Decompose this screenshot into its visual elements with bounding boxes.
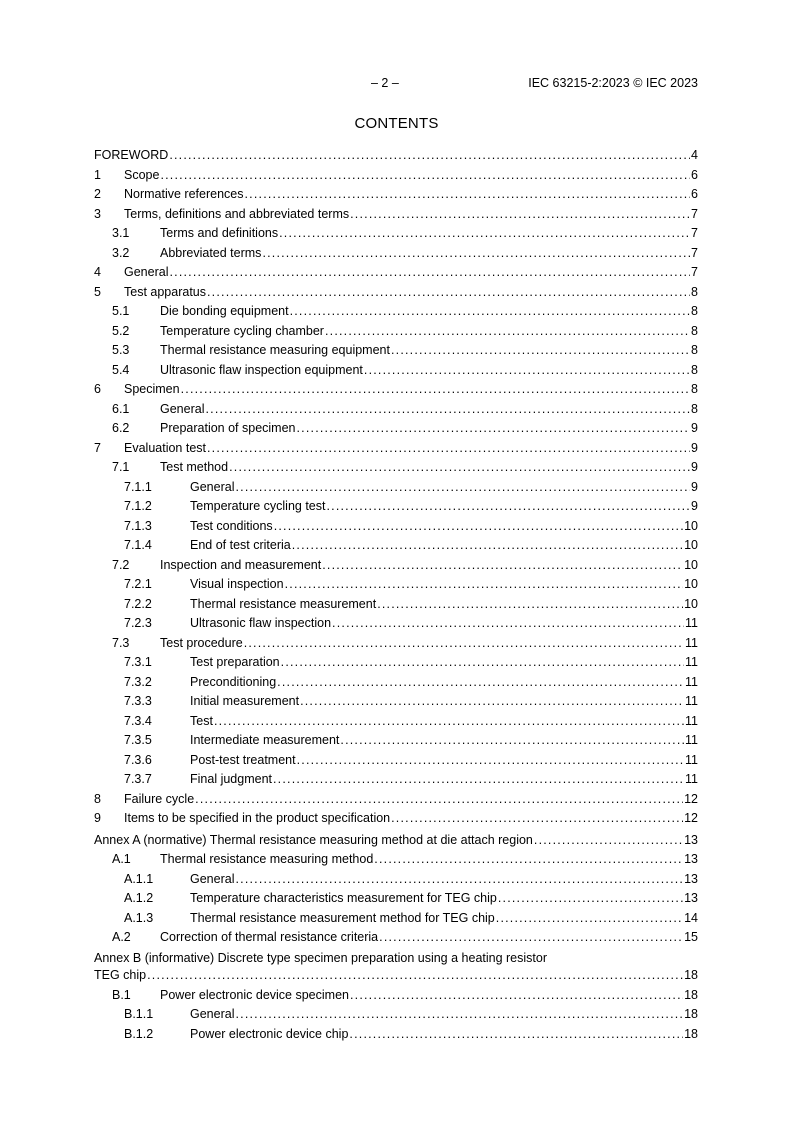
- toc-entry[interactable]: [94, 653, 698, 673]
- toc-entry-number: 5.3: [112, 343, 130, 357]
- toc-entry-number: 7.1.3: [124, 518, 152, 533]
- dot-leader: [326, 497, 690, 517]
- toc-entry-title: Items to be specified in the product specification: [124, 811, 391, 825]
- toc-entry-number: 1: [94, 167, 101, 182]
- toc-entry-title: General: [190, 871, 235, 886]
- toc-entry[interactable]: [94, 634, 698, 654]
- toc-entry-page: 6: [691, 187, 698, 201]
- dot-leader: [235, 478, 690, 498]
- toc-entry-title: Power electronic device specimen: [160, 987, 349, 1002]
- toc-entry-title: Temperature cycling test: [190, 499, 326, 513]
- toc-entry-title: Scope: [124, 167, 160, 182]
- toc-entry[interactable]: [94, 614, 698, 634]
- toc-entry[interactable]: [94, 439, 698, 459]
- toc-entry-page: 11: [685, 713, 698, 728]
- dot-leader: [169, 146, 690, 166]
- toc-entry[interactable]: [94, 244, 698, 264]
- toc-entry[interactable]: [94, 831, 698, 851]
- toc-entry-number: A.1.3: [124, 910, 154, 925]
- toc-entry-title: Final judgment: [190, 772, 272, 786]
- toc-entry[interactable]: [94, 1025, 698, 1045]
- toc-entry-title: Terms and definitions: [160, 226, 279, 240]
- dot-leader: [181, 380, 690, 400]
- toc-entry-page: 9: [691, 460, 698, 474]
- dot-leader: [325, 322, 690, 342]
- toc-entry-page: 8: [691, 362, 698, 377]
- toc-entry-page: 7: [691, 226, 698, 240]
- toc-entry[interactable]: [94, 770, 698, 790]
- dot-leader: [379, 928, 683, 948]
- toc-entry-title: FOREWORD: [94, 148, 169, 162]
- toc-entry-title: Preparation of specimen: [160, 421, 296, 435]
- toc-entry-number: 5.4: [112, 362, 130, 377]
- toc-entry-page: 9: [691, 499, 698, 513]
- dot-leader: [391, 809, 683, 829]
- dot-leader: [214, 712, 684, 732]
- toc-entry-number: 7.3.7: [124, 772, 152, 786]
- toc-entry-number: 7.3.4: [124, 713, 152, 728]
- toc-entry-page: 13: [684, 852, 698, 866]
- dot-leader: [290, 302, 690, 322]
- toc-entry-title: Test apparatus: [124, 284, 206, 299]
- toc-entry-page: 8: [691, 382, 698, 396]
- toc-entry-title: Evaluation test: [124, 440, 206, 455]
- dot-leader: [273, 770, 684, 790]
- toc-entry-page: 8: [691, 343, 698, 357]
- toc-entry-number: 3.1: [112, 226, 130, 240]
- dot-leader: [349, 1025, 683, 1045]
- toc-entry-title: Ultrasonic flaw inspection: [190, 616, 332, 630]
- toc-entry-title: Failure cycle: [124, 791, 195, 806]
- dot-leader: [169, 263, 690, 283]
- toc-entry[interactable]: [94, 185, 698, 205]
- toc-entry-title: Abbreviated terms: [160, 245, 262, 260]
- dot-leader: [292, 536, 683, 556]
- toc-entry-page: 11: [685, 694, 698, 708]
- toc-entry-page: 10: [684, 538, 698, 552]
- toc-entry-page: 9: [691, 421, 698, 435]
- toc-entry-number: 7.2.3: [124, 616, 152, 630]
- dot-leader: [205, 400, 690, 420]
- toc-entry[interactable]: [94, 790, 698, 810]
- toc-entry-number: 5.1: [112, 304, 130, 318]
- toc-entry[interactable]: [94, 870, 698, 890]
- toc-entry-page: 8: [691, 401, 698, 416]
- toc-entry-page: 11: [685, 674, 698, 689]
- toc-entry[interactable]: [94, 205, 698, 225]
- dot-leader: [147, 967, 683, 984]
- toc-entry-number: A.1.2: [124, 891, 154, 905]
- toc-entry-number: 4: [94, 265, 101, 279]
- dot-leader: [207, 439, 690, 459]
- toc-entry-title: Temperature characteristics measurement for TEG chip: [190, 891, 497, 905]
- toc-entry-title: Correction of thermal resistance criteria: [160, 930, 379, 944]
- toc-entry[interactable]: [94, 224, 698, 244]
- toc-entry-title: Temperature cycling chamber: [160, 323, 324, 338]
- toc-entry-number: 7.2: [112, 557, 130, 572]
- dot-leader: [350, 986, 683, 1006]
- toc-entry-page: 15: [684, 930, 698, 944]
- toc-entry-page: 13: [684, 871, 698, 886]
- toc-entry-title: Post-test treatment: [190, 752, 296, 767]
- dot-leader: [279, 224, 690, 244]
- toc-entry[interactable]: [94, 400, 698, 420]
- dot-leader: [160, 166, 690, 186]
- toc-entry-page: 11: [685, 733, 698, 747]
- toc-entry-title: Thermal resistance measurement: [190, 596, 377, 611]
- toc-entry-page: 10: [684, 596, 698, 611]
- toc-entry-number: A.1: [112, 852, 131, 866]
- toc-entry-page: 11: [685, 752, 698, 767]
- toc-entry-number: 7.1: [112, 460, 130, 474]
- toc-entry-title: Thermal resistance measuring equipment: [160, 343, 390, 357]
- toc-entry-number: 7.3.5: [124, 733, 152, 747]
- toc-entry-title: Power electronic device chip: [190, 1026, 349, 1041]
- toc-entry[interactable]: [94, 928, 698, 948]
- toc-entry[interactable]: [94, 341, 698, 361]
- toc-entry-number: 7.1.2: [124, 499, 152, 513]
- toc-entry-number: 7.2.1: [124, 577, 152, 591]
- toc-entry[interactable]: [94, 458, 698, 478]
- toc-entry[interactable]: [94, 517, 698, 537]
- toc-entry-title: Annex B (informative) Discrete type specimen preparation using a heating resistor: [94, 950, 547, 965]
- table-of-contents: [94, 146, 698, 1044]
- toc-entry-title: Test: [190, 713, 213, 728]
- toc-entry[interactable]: [94, 712, 698, 732]
- toc-entry-number: 5.2: [112, 323, 130, 338]
- dot-leader: [364, 361, 690, 381]
- toc-entry-title: Preconditioning: [190, 674, 277, 689]
- toc-entry-page: 11: [685, 655, 698, 669]
- toc-entry-title: General: [190, 1007, 235, 1021]
- toc-entry-number: B.1.2: [124, 1026, 154, 1041]
- toc-entry-title: Test conditions: [190, 518, 273, 533]
- dot-leader: [300, 692, 684, 712]
- page-title: CONTENTS: [354, 115, 439, 132]
- toc-entry-number: 7.3: [112, 635, 130, 650]
- toc-entry-page: 18: [684, 967, 698, 982]
- toc-entry[interactable]: [94, 556, 698, 576]
- toc-entry-page: 12: [684, 811, 698, 825]
- toc-entry-page: 11: [685, 772, 698, 786]
- toc-entry-title: General: [190, 479, 235, 494]
- toc-entry-number: A.2: [112, 930, 131, 944]
- toc-entry-page: 10: [684, 557, 698, 572]
- toc-entry-number: 7: [94, 440, 101, 455]
- dot-leader: [391, 341, 690, 361]
- toc-entry-page: 11: [685, 616, 698, 630]
- toc-entry-page: 18: [684, 1026, 698, 1041]
- toc-entry-number: 7.3.6: [124, 752, 152, 767]
- toc-entry-number: 6.2: [112, 421, 130, 435]
- page-number: – 2 –: [371, 76, 399, 90]
- toc-entry-page: 10: [684, 577, 698, 591]
- toc-entry-title: Annex A (normative) Thermal resistance measuring method at die attach region: [94, 832, 533, 847]
- dot-leader: [496, 909, 683, 929]
- toc-entry-title: Visual inspection: [190, 577, 284, 591]
- toc-entry[interactable]: [94, 478, 698, 498]
- toc-entry-number: 2: [94, 187, 101, 201]
- toc-entry-page: 13: [684, 891, 698, 905]
- dot-leader: [245, 185, 691, 205]
- toc-entry-title: Specimen: [124, 382, 180, 396]
- toc-entry-title: Intermediate measurement: [190, 733, 340, 747]
- toc-entry-page: 18: [684, 987, 698, 1002]
- toc-entry-number: 6.1: [112, 401, 130, 416]
- toc-entry-number: 7.3.1: [124, 655, 152, 669]
- dot-leader: [340, 731, 684, 751]
- page-header: [0, 76, 793, 92]
- toc-entry-number: B.1.1: [124, 1007, 154, 1021]
- toc-entry[interactable]: [94, 909, 698, 929]
- toc-entry-title: Thermal resistance measuring method: [160, 852, 374, 866]
- toc-entry[interactable]: [94, 575, 698, 595]
- dot-leader: [322, 556, 683, 576]
- toc-entry-page: 14: [684, 910, 698, 925]
- toc-entry[interactable]: [94, 1005, 698, 1025]
- dot-leader: [297, 419, 691, 439]
- dot-leader: [377, 595, 683, 615]
- toc-entry[interactable]: [94, 850, 698, 870]
- toc-entry-title-continued: TEG chip: [94, 967, 147, 982]
- toc-entry-title: Test procedure: [160, 635, 243, 650]
- toc-entry[interactable]: [94, 809, 698, 829]
- toc-entry[interactable]: [94, 497, 698, 517]
- document-reference: IEC 63215-2:2023 © IEC 2023: [528, 76, 698, 90]
- toc-entry-title: Test preparation: [190, 655, 280, 669]
- toc-entry-title: General: [124, 265, 169, 279]
- toc-entry[interactable]: [94, 166, 698, 186]
- dot-leader: [534, 831, 683, 851]
- toc-entry-title: Test method: [160, 460, 229, 474]
- toc-entry-page: 13: [684, 832, 698, 847]
- toc-entry-number: 9: [94, 811, 101, 825]
- toc-entry-number: 6: [94, 382, 101, 396]
- dot-leader: [235, 1005, 683, 1025]
- toc-entry[interactable]: [94, 302, 698, 322]
- toc-entry-title: End of test criteria: [190, 538, 291, 552]
- toc-entry-page: 7: [691, 265, 698, 279]
- toc-entry[interactable]: [94, 263, 698, 283]
- dot-leader: [229, 458, 690, 478]
- dot-leader: [281, 653, 684, 673]
- toc-entry-number: 3.2: [112, 245, 130, 260]
- toc-entry-number: 7.3.3: [124, 694, 152, 708]
- dot-leader: [498, 889, 683, 909]
- toc-entry-page: 8: [691, 304, 698, 318]
- dot-leader: [207, 283, 690, 303]
- toc-entry-number: 8: [94, 791, 101, 806]
- dot-leader: [297, 751, 684, 771]
- toc-entry[interactable]: [94, 751, 698, 771]
- toc-entry-title: Ultrasonic flaw inspection equipment: [160, 362, 363, 377]
- toc-entry-page: 10: [684, 518, 698, 533]
- toc-entry-number: A.1.1: [124, 871, 154, 886]
- toc-entry-page: 7: [691, 245, 698, 260]
- toc-entry-number: 7.2.2: [124, 596, 152, 611]
- toc-entry-page: 8: [691, 323, 698, 338]
- toc-entry[interactable]: [94, 692, 698, 712]
- toc-entry-number: 3: [94, 206, 101, 221]
- dot-leader: [277, 673, 684, 693]
- dot-leader: [374, 850, 683, 870]
- toc-entry-number: 7.1.1: [124, 479, 152, 494]
- toc-entry[interactable]: [94, 889, 698, 909]
- toc-entry-title: Normative references: [124, 187, 244, 201]
- toc-entry-page: 6: [691, 167, 698, 182]
- toc-entry-page: 9: [691, 440, 698, 455]
- toc-entry-number: 5: [94, 284, 101, 299]
- dot-leader: [262, 244, 690, 264]
- toc-entry[interactable]: [94, 731, 698, 751]
- toc-entry-page: 7: [691, 206, 698, 221]
- dot-leader: [285, 575, 684, 595]
- toc-entry-title: Initial measurement: [190, 694, 300, 708]
- toc-entry-number: 7.1.4: [124, 538, 152, 552]
- dot-leader: [244, 634, 684, 654]
- dot-leader: [350, 205, 690, 225]
- dot-leader: [332, 614, 684, 634]
- toc-entry-number: B.1: [112, 987, 131, 1002]
- toc-entry-page: 9: [691, 479, 698, 494]
- toc-entry[interactable]: [94, 986, 698, 1006]
- dot-leader: [195, 790, 683, 810]
- toc-entry[interactable]: [94, 950, 698, 986]
- toc-entry-title: General: [160, 401, 205, 416]
- toc-entry-title: Thermal resistance measurement method for TEG chip: [190, 910, 495, 925]
- toc-entry[interactable]: [94, 146, 698, 166]
- toc-entry[interactable]: [94, 419, 698, 439]
- toc-entry[interactable]: [94, 673, 698, 693]
- dot-leader: [274, 517, 683, 537]
- toc-entry[interactable]: [94, 380, 698, 400]
- toc-entry-page: 11: [685, 635, 698, 650]
- toc-entry-page: 4: [691, 148, 698, 162]
- toc-entry-page: 18: [684, 1007, 698, 1021]
- toc-entry[interactable]: [94, 283, 698, 303]
- toc-entry-title: Terms, definitions and abbreviated terms: [124, 206, 350, 221]
- toc-entry-title: Inspection and measurement: [160, 557, 322, 572]
- toc-entry[interactable]: [94, 536, 698, 556]
- toc-entry-title: Die bonding equipment: [160, 304, 289, 318]
- toc-entry-number: 7.3.2: [124, 674, 152, 689]
- toc-entry-page: 12: [684, 791, 698, 806]
- toc-entry[interactable]: [94, 595, 698, 615]
- dot-leader: [235, 870, 683, 890]
- toc-entry[interactable]: [94, 322, 698, 342]
- toc-entry[interactable]: [94, 361, 698, 381]
- toc-entry-page: 8: [691, 284, 698, 299]
